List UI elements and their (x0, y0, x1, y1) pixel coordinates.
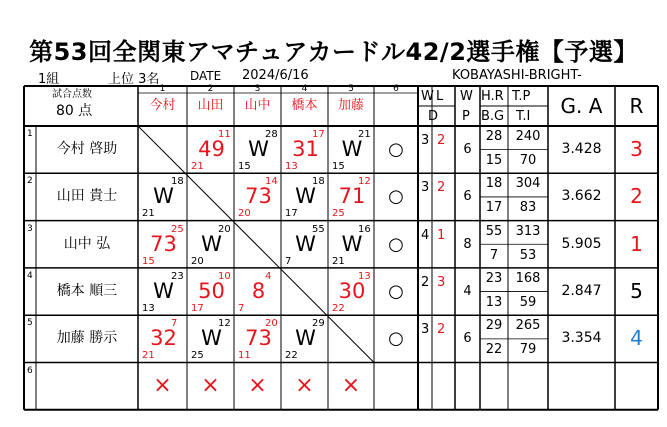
rank-value: 2 (630, 184, 643, 209)
rank-value: 5 (630, 278, 643, 303)
header-target-score: 80 点 (56, 103, 93, 119)
entry-circle: ○ (388, 280, 404, 302)
innings: 21 (332, 255, 345, 267)
high-run: 7 (171, 318, 178, 330)
match-score: 73 (245, 326, 272, 351)
points-value: 6 (463, 189, 472, 205)
row-number: 1 (27, 129, 33, 139)
high-run: 13 (358, 270, 371, 282)
innings: 15 (332, 161, 345, 172)
high-run: 10 (218, 270, 231, 282)
column-number: 1 (159, 84, 166, 94)
empty-cross-mark: × (248, 372, 267, 398)
high-run-value: 18 (485, 176, 503, 192)
column-player-name: 今村 (149, 98, 176, 113)
match-score: 49 (198, 137, 225, 161)
column-player-name: 山田 (197, 98, 224, 113)
best-game-value: 17 (485, 200, 503, 216)
high-run: 23 (171, 270, 184, 282)
match-score: W (341, 137, 363, 161)
high-run-value: 23 (485, 270, 503, 286)
innings: 21 (142, 208, 155, 220)
entry-circle: ○ (388, 328, 404, 350)
points-value: 8 (463, 236, 472, 252)
row-number: 3 (27, 223, 33, 234)
stat-header-tp: T.P (512, 89, 531, 104)
row-number: 5 (27, 318, 33, 329)
high-run: 17 (312, 129, 325, 140)
wins-count: 4 (421, 227, 430, 243)
stat-header-p: P (462, 109, 470, 124)
best-game-value: 15 (485, 153, 503, 168)
high-run: 29 (312, 318, 325, 330)
empty-cross-mark: × (201, 372, 220, 398)
player-name: 橋本 順三 (56, 282, 118, 299)
match-score: W (201, 326, 222, 351)
total-innings-value: 70 (519, 153, 537, 168)
format-label: KOBAYASHI-BRIGHT- (452, 68, 582, 83)
high-run: 14 (265, 176, 278, 188)
date-label: DATE (190, 69, 222, 83)
innings: 7 (238, 302, 245, 314)
rank-value: 4 (630, 326, 643, 351)
stat-header-w: W (421, 89, 434, 104)
total-innings-value: 53 (519, 247, 537, 263)
match-score: 32 (150, 326, 177, 351)
losses-count: 2 (437, 322, 446, 338)
innings: 17 (191, 302, 204, 314)
stat-header-ga: G. A (560, 94, 603, 118)
row-number: 2 (27, 176, 33, 187)
match-score: W (153, 184, 174, 209)
innings: 7 (285, 255, 292, 267)
innings: 25 (191, 350, 204, 362)
column-number: 5 (348, 84, 354, 94)
innings: 11 (238, 350, 251, 362)
wins-count: 3 (421, 322, 430, 338)
losses-count: 3 (437, 274, 446, 290)
total-innings-value: 59 (519, 294, 537, 310)
match-score: W (341, 231, 363, 256)
losses-count: 2 (437, 180, 446, 196)
column-number: 4 (301, 84, 308, 94)
wins-count: 2 (421, 274, 430, 290)
high-run-value: 29 (485, 318, 503, 334)
stat-header-bg: B.G (481, 109, 505, 124)
high-run: 55 (312, 223, 325, 235)
high-run: 11 (218, 129, 231, 140)
stat-header-r: R (629, 94, 644, 118)
column-number: 3 (254, 84, 261, 94)
points-value: 4 (463, 283, 472, 299)
match-score: 71 (338, 184, 366, 209)
match-score: 31 (292, 137, 319, 161)
general-average-value: 2.847 (561, 282, 602, 299)
stat-header-hr: H.R (481, 89, 504, 104)
match-score: W (295, 184, 316, 209)
stat-header-d: D (428, 109, 439, 124)
high-run: 25 (171, 223, 184, 235)
innings: 20 (238, 208, 251, 220)
match-score: W (295, 326, 316, 351)
match-score: 73 (150, 231, 177, 256)
column-player-name: 加藤 (337, 98, 364, 113)
high-run-value: 55 (485, 223, 503, 239)
empty-cross-mark: × (153, 372, 172, 398)
losses-count: 1 (437, 227, 446, 243)
innings: 15 (238, 161, 251, 172)
innings: 13 (142, 302, 155, 314)
page-title: 第53回全関東アマチュアカードル42/2選手権【予選】 (29, 38, 638, 66)
high-run: 4 (265, 270, 272, 282)
general-average-value: 3.662 (561, 188, 602, 205)
innings: 21 (191, 161, 204, 172)
total-points-value: 304 (515, 176, 541, 192)
rank-value: 1 (630, 231, 643, 256)
general-average-value: 3.354 (561, 330, 602, 347)
column-number: 6 (393, 84, 399, 94)
entry-circle: ○ (388, 233, 404, 255)
entry-circle: ○ (388, 139, 404, 160)
best-game-value: 22 (485, 342, 503, 358)
innings: 22 (332, 302, 345, 314)
match-score: W (248, 137, 269, 161)
match-score: 73 (245, 184, 272, 209)
header-label-score: 試合点数 (52, 89, 92, 100)
date-value: 2024/6/16 (242, 68, 309, 83)
points-value: 6 (463, 142, 472, 157)
high-run: 28 (265, 129, 278, 140)
high-run: 12 (218, 318, 231, 330)
best-game-value: 13 (485, 294, 503, 310)
wins-count: 3 (421, 180, 430, 196)
innings: 15 (142, 255, 155, 267)
general-average-value: 3.428 (561, 141, 602, 157)
row-number: 4 (27, 270, 33, 281)
total-innings-value: 79 (519, 342, 537, 358)
empty-cross-mark: × (295, 372, 314, 398)
player-name: 山田 貴士 (56, 188, 118, 205)
match-score: 30 (338, 278, 366, 303)
high-run: 18 (312, 176, 325, 188)
high-run: 20 (218, 223, 231, 235)
high-run-value: 28 (485, 129, 503, 144)
player-name: 山中 弘 (63, 235, 111, 252)
innings: 20 (191, 255, 204, 267)
group-label: 1組 (38, 72, 60, 87)
stat-header-l: L (436, 89, 444, 104)
match-score: W (153, 278, 174, 303)
total-innings-value: 83 (519, 200, 537, 216)
match-score: W (295, 231, 316, 256)
match-score: W (201, 231, 222, 256)
total-points-value: 240 (515, 129, 541, 144)
points-value: 6 (463, 331, 472, 347)
rank-value: 3 (630, 137, 643, 161)
row-number: 6 (27, 365, 33, 376)
innings: 22 (285, 350, 298, 362)
innings: 25 (332, 208, 345, 220)
innings: 17 (285, 208, 298, 220)
best-game-value: 7 (489, 247, 499, 263)
player-name: 加藤 勝示 (56, 330, 118, 347)
column-number: 2 (207, 84, 214, 94)
high-run: 18 (171, 176, 184, 188)
stat-header-ti: T.I (516, 109, 531, 124)
total-points-value: 168 (515, 270, 541, 286)
wins-count: 3 (421, 133, 430, 148)
advance-label: 上位 3名 (108, 72, 160, 87)
high-run: 16 (358, 223, 371, 235)
innings: 13 (285, 161, 298, 172)
empty-cross-mark: × (341, 372, 361, 398)
stat-header-w2: W (460, 89, 473, 104)
player-name: 今村 啓助 (56, 141, 118, 157)
high-run: 12 (358, 176, 371, 188)
losses-count: 2 (437, 133, 446, 148)
column-player-name: 橋本 (291, 98, 318, 113)
high-run: 20 (265, 318, 278, 330)
total-points-value: 313 (515, 223, 541, 239)
innings: 21 (142, 350, 155, 362)
high-run: 21 (358, 129, 371, 140)
match-score: 50 (198, 278, 225, 303)
entry-circle: ○ (388, 186, 404, 208)
general-average-value: 5.905 (561, 235, 602, 252)
column-player-name: 山中 (244, 98, 271, 113)
match-score: 8 (251, 278, 266, 303)
total-points-value: 265 (515, 318, 541, 334)
